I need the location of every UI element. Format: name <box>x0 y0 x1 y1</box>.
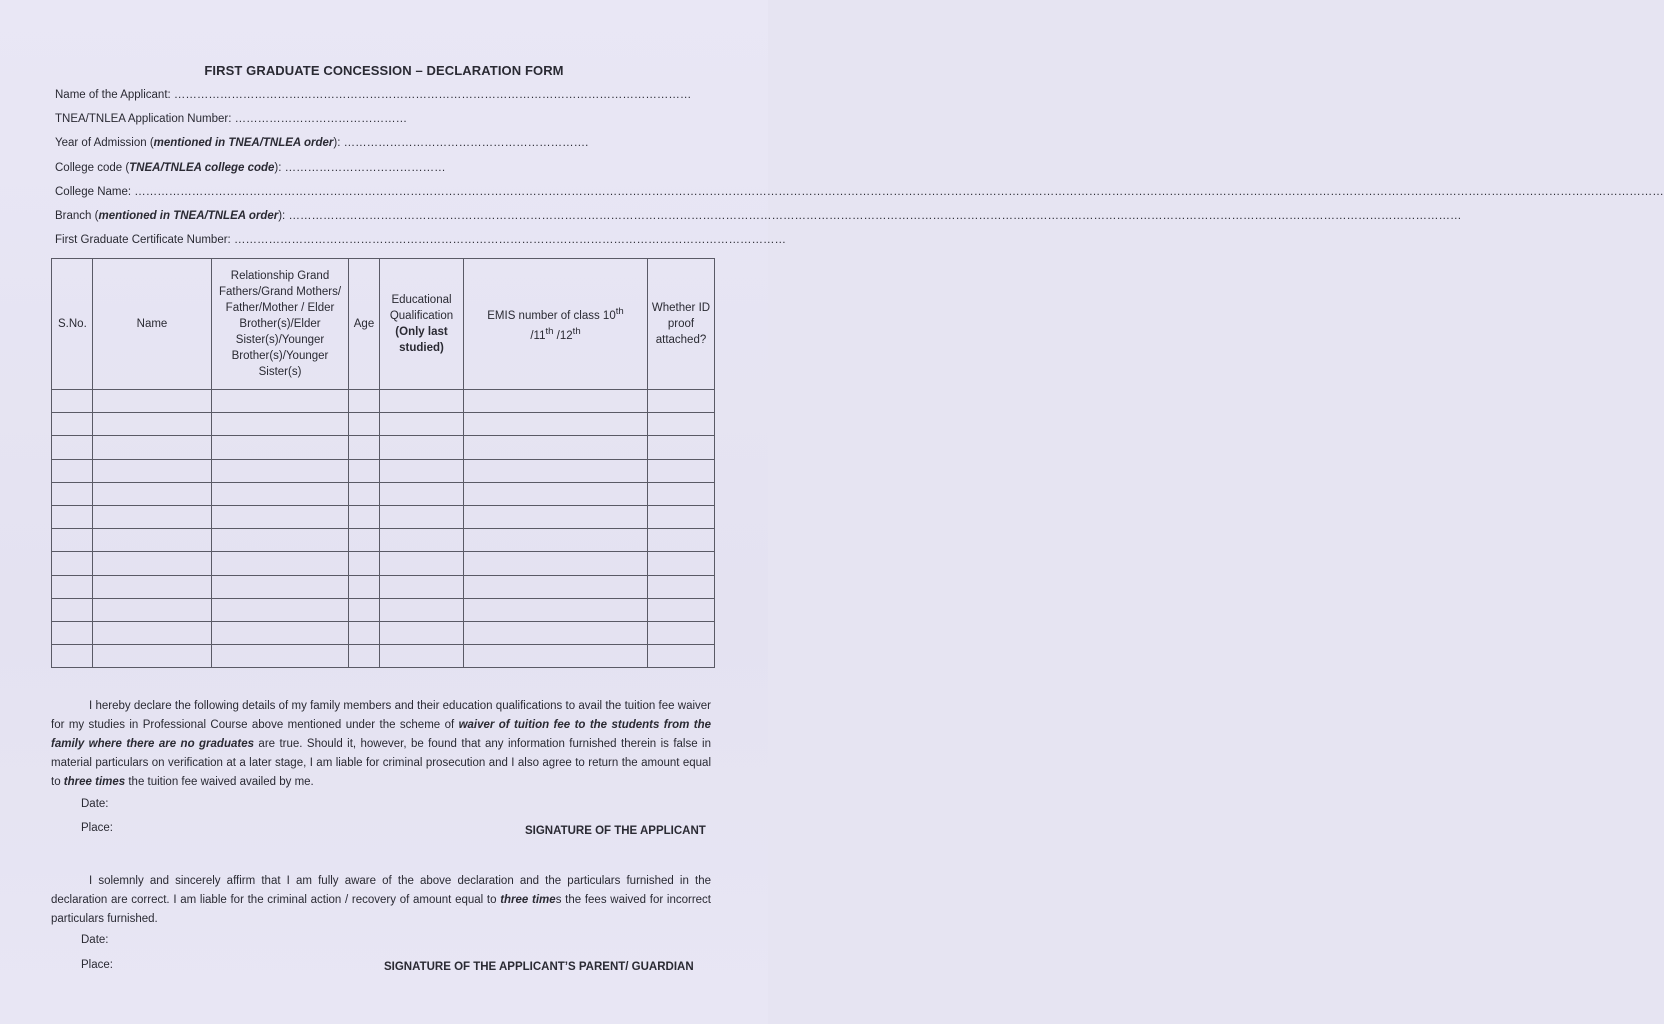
table-cell[interactable] <box>349 459 380 482</box>
branch-field[interactable] <box>55 210 1462 222</box>
table-cell[interactable] <box>349 390 380 413</box>
table-cell[interactable] <box>212 505 349 528</box>
table-cell[interactable] <box>464 575 648 598</box>
table-cell[interactable] <box>380 621 464 644</box>
table-row <box>52 645 715 668</box>
branch-label: Branch ( <box>55 210 99 222</box>
table-cell[interactable] <box>464 482 648 505</box>
branch-label-suffix: ): <box>278 210 289 222</box>
table-cell[interactable] <box>212 621 349 644</box>
table-cell[interactable] <box>93 413 212 436</box>
header-education-text: Educational Qualification <box>389 294 454 322</box>
header-emis-sup-c: th <box>572 326 581 337</box>
header-emis <box>464 259 648 390</box>
table-cell[interactable] <box>648 529 715 552</box>
table-cell[interactable] <box>349 645 380 668</box>
table-cell[interactable] <box>464 645 648 668</box>
declaration1-emphasis-scheme: waiver of tuition fee to the students from the family where there are no graduates <box>51 719 711 750</box>
table-cell[interactable] <box>380 645 464 668</box>
table-cell[interactable] <box>648 575 715 598</box>
table-cell[interactable] <box>464 598 648 621</box>
table-cell[interactable] <box>648 505 715 528</box>
table-cell[interactable] <box>93 552 212 575</box>
table-cell[interactable] <box>648 390 715 413</box>
declaration2-part1: I solemnly and sincerely affirm that I am fully aware of the above declaration and the particulars furnished in the declaration are correct. I am liable for the criminal action / recovery of amount equal to <box>51 875 711 906</box>
table-cell[interactable] <box>93 575 212 598</box>
applicant-name-blank[interactable]: ……………………………………………………………………………………………………………………… <box>173 89 692 101</box>
header-emis-text-a: EMIS number of class 10 <box>487 310 616 322</box>
table-cell[interactable] <box>380 598 464 621</box>
header-emis-sup-b: th <box>545 326 554 337</box>
table-cell[interactable] <box>648 598 715 621</box>
table-row <box>52 552 715 575</box>
table-cell[interactable] <box>93 598 212 621</box>
table-cell[interactable] <box>93 529 212 552</box>
table-cell[interactable] <box>648 436 715 459</box>
table-cell[interactable] <box>212 598 349 621</box>
table-header-row <box>52 259 715 390</box>
table-cell[interactable] <box>212 459 349 482</box>
college-code-field[interactable] <box>55 162 446 174</box>
year-label: Year of Admission ( <box>55 137 154 149</box>
header-education <box>380 259 464 390</box>
table-cell[interactable] <box>349 505 380 528</box>
table-cell[interactable] <box>648 645 715 668</box>
college-name-label: College Name: <box>55 186 135 198</box>
college-code-suffix: ): <box>274 162 285 174</box>
declaration1-part3: the tuition fee waived availed by me. <box>125 776 314 788</box>
table-cell[interactable] <box>349 529 380 552</box>
table-cell[interactable] <box>212 482 349 505</box>
table-row <box>52 598 715 621</box>
declaration1-part1: I hereby declare the following details of my family members and their education qualifications to avail the tuition fee waiver for my studies in Professional Course above mentioned under the scheme of <box>51 700 711 731</box>
applicant-signature-label: SIGNATURE OF THE APPLICANT <box>525 825 706 837</box>
date-label-2: Date: <box>81 934 109 946</box>
table-row <box>52 459 715 482</box>
college-code-emphasis: TNEA/TNLEA college code <box>129 162 275 174</box>
table-cell[interactable] <box>648 552 715 575</box>
header-education-note: (Only last studied) <box>395 326 448 354</box>
table-cell[interactable] <box>349 436 380 459</box>
table-cell[interactable] <box>380 390 464 413</box>
header-id-proof <box>648 259 715 390</box>
table-cell[interactable] <box>648 413 715 436</box>
table-cell[interactable] <box>464 621 648 644</box>
application-number-blank[interactable]: ……………………………………… <box>234 113 408 125</box>
declaration2-emphasis-three-times: three time <box>500 894 556 906</box>
declaration1-emphasis-three-times: three times <box>63 776 126 788</box>
table-cell[interactable] <box>464 436 648 459</box>
table-cell[interactable] <box>52 621 93 644</box>
certificate-number-label: First Graduate Certificate Number: <box>55 234 234 246</box>
table-cell[interactable] <box>212 436 349 459</box>
table-cell[interactable] <box>380 459 464 482</box>
table-cell[interactable] <box>648 459 715 482</box>
table-cell[interactable] <box>380 482 464 505</box>
table-row <box>52 390 715 413</box>
table-cell[interactable] <box>464 505 648 528</box>
table-cell[interactable] <box>349 413 380 436</box>
table-cell[interactable] <box>380 505 464 528</box>
header-relationship-text: Relationship Grand Fathers/Grand Mothers/ Father/Mother / Elder Brother(s)/Elder Sister(s)/Younger Brother(s)/Younger Sister(s) <box>218 270 342 378</box>
header-sno: S.No. <box>52 259 93 390</box>
table-body <box>52 390 715 668</box>
table-cell[interactable] <box>464 413 648 436</box>
table-cell[interactable] <box>93 621 212 644</box>
table-cell[interactable] <box>93 482 212 505</box>
declaration-paragraph-2 <box>51 872 711 929</box>
table-cell[interactable] <box>349 575 380 598</box>
applicant-name-label: Name of the Applicant: <box>55 89 174 101</box>
table-cell[interactable] <box>349 598 380 621</box>
header-id-proof-text: Whether ID proof attached? <box>651 302 711 346</box>
certificate-number-field[interactable] <box>55 234 786 246</box>
table-cell[interactable] <box>52 482 93 505</box>
year-of-admission-field[interactable] <box>55 137 588 149</box>
table-cell[interactable] <box>52 575 93 598</box>
college-code-label: College code ( <box>55 162 130 174</box>
declaration-paragraph-1 <box>51 697 711 792</box>
table-row <box>52 529 715 552</box>
table-row <box>52 413 715 436</box>
table-row <box>52 505 715 528</box>
year-label-suffix: ): <box>333 137 344 149</box>
table-cell[interactable] <box>349 482 380 505</box>
header-emis-text-b: /11 <box>530 329 546 342</box>
table-cell[interactable] <box>464 529 648 552</box>
table-cell[interactable] <box>212 390 349 413</box>
table-cell[interactable] <box>464 552 648 575</box>
header-relationship <box>212 259 349 390</box>
table-cell[interactable] <box>93 505 212 528</box>
table-cell[interactable] <box>380 529 464 552</box>
college-name-field[interactable] <box>55 186 1664 198</box>
table-cell[interactable] <box>212 413 349 436</box>
header-name: Name <box>93 259 212 390</box>
declaration1-part2: are true. Should it, however, be found that any information furnished therein is false in material particulars on verification at a later stage, I am liable for criminal prosecution and I also agree to return the amount equal to <box>51 738 711 788</box>
table-cell[interactable] <box>380 552 464 575</box>
table-cell[interactable] <box>93 459 212 482</box>
applicant-name-field[interactable] <box>55 89 691 101</box>
table-cell[interactable] <box>52 645 93 668</box>
declaration2-part2: s the fees waived for incorrect particulars furnished. <box>51 894 711 925</box>
table-cell[interactable] <box>648 621 715 644</box>
place-label-2: Place: <box>81 959 113 971</box>
table-cell[interactable] <box>212 552 349 575</box>
branch-blank[interactable]: ……………………………………………………………………………………………………………………………………………………………………………………………………………………………………………………………………………… <box>288 210 1462 222</box>
table-cell[interactable] <box>52 413 93 436</box>
year-label-emphasis: mentioned in TNEA/TNLEA order <box>153 137 334 149</box>
table-cell[interactable] <box>212 645 349 668</box>
branch-label-emphasis: mentioned in TNEA/TNLEA order <box>98 210 279 222</box>
table-cell[interactable] <box>93 645 212 668</box>
table-row <box>52 575 715 598</box>
table-cell[interactable] <box>212 529 349 552</box>
table-cell[interactable] <box>464 390 648 413</box>
table-cell[interactable] <box>464 459 648 482</box>
table-cell[interactable] <box>52 505 93 528</box>
application-number-field[interactable] <box>55 113 407 125</box>
table-row <box>52 621 715 644</box>
header-emis-text-c: /12 <box>553 329 573 342</box>
table-row <box>52 436 715 459</box>
college-code-blank[interactable]: …………………………………… <box>284 162 446 174</box>
application-number-label: TNEA/TNLEA Application Number: <box>55 113 235 125</box>
table-cell[interactable] <box>93 436 212 459</box>
table-cell[interactable] <box>349 621 380 644</box>
place-label-1: Place: <box>81 822 113 834</box>
table-cell[interactable] <box>52 459 93 482</box>
table-cell[interactable] <box>52 552 93 575</box>
table-cell[interactable] <box>52 436 93 459</box>
table-cell[interactable] <box>93 390 212 413</box>
table-cell[interactable] <box>52 529 93 552</box>
family-details-table <box>51 258 715 668</box>
date-label-1: Date: <box>81 798 109 810</box>
table-cell[interactable] <box>648 482 715 505</box>
table-cell[interactable] <box>52 390 93 413</box>
year-blank[interactable]: ………………………………………………………. <box>343 137 589 149</box>
table-cell[interactable] <box>349 552 380 575</box>
table-cell[interactable] <box>212 575 349 598</box>
guardian-signature-label: SIGNATURE OF THE APPLICANT’S PARENT/ GUARDIAN <box>384 961 694 973</box>
certificate-number-blank[interactable]: ……………………………………………………………………………………………………………………………… <box>233 234 786 246</box>
header-age: Age <box>349 259 380 390</box>
college-name-blank[interactable]: ………………………………………………………………………………………………………………………………………………………………………………………………………………………………………………………………………………………………………………………………………………………………… <box>134 186 1664 198</box>
header-emis-sup-a: th <box>615 306 624 318</box>
table-cell[interactable] <box>380 436 464 459</box>
table-cell[interactable] <box>380 575 464 598</box>
table-cell[interactable] <box>380 413 464 436</box>
form-title: FIRST GRADUATE CONCESSION – DECLARATION FORM <box>204 63 564 78</box>
table-cell[interactable] <box>52 598 93 621</box>
table-row <box>52 482 715 505</box>
